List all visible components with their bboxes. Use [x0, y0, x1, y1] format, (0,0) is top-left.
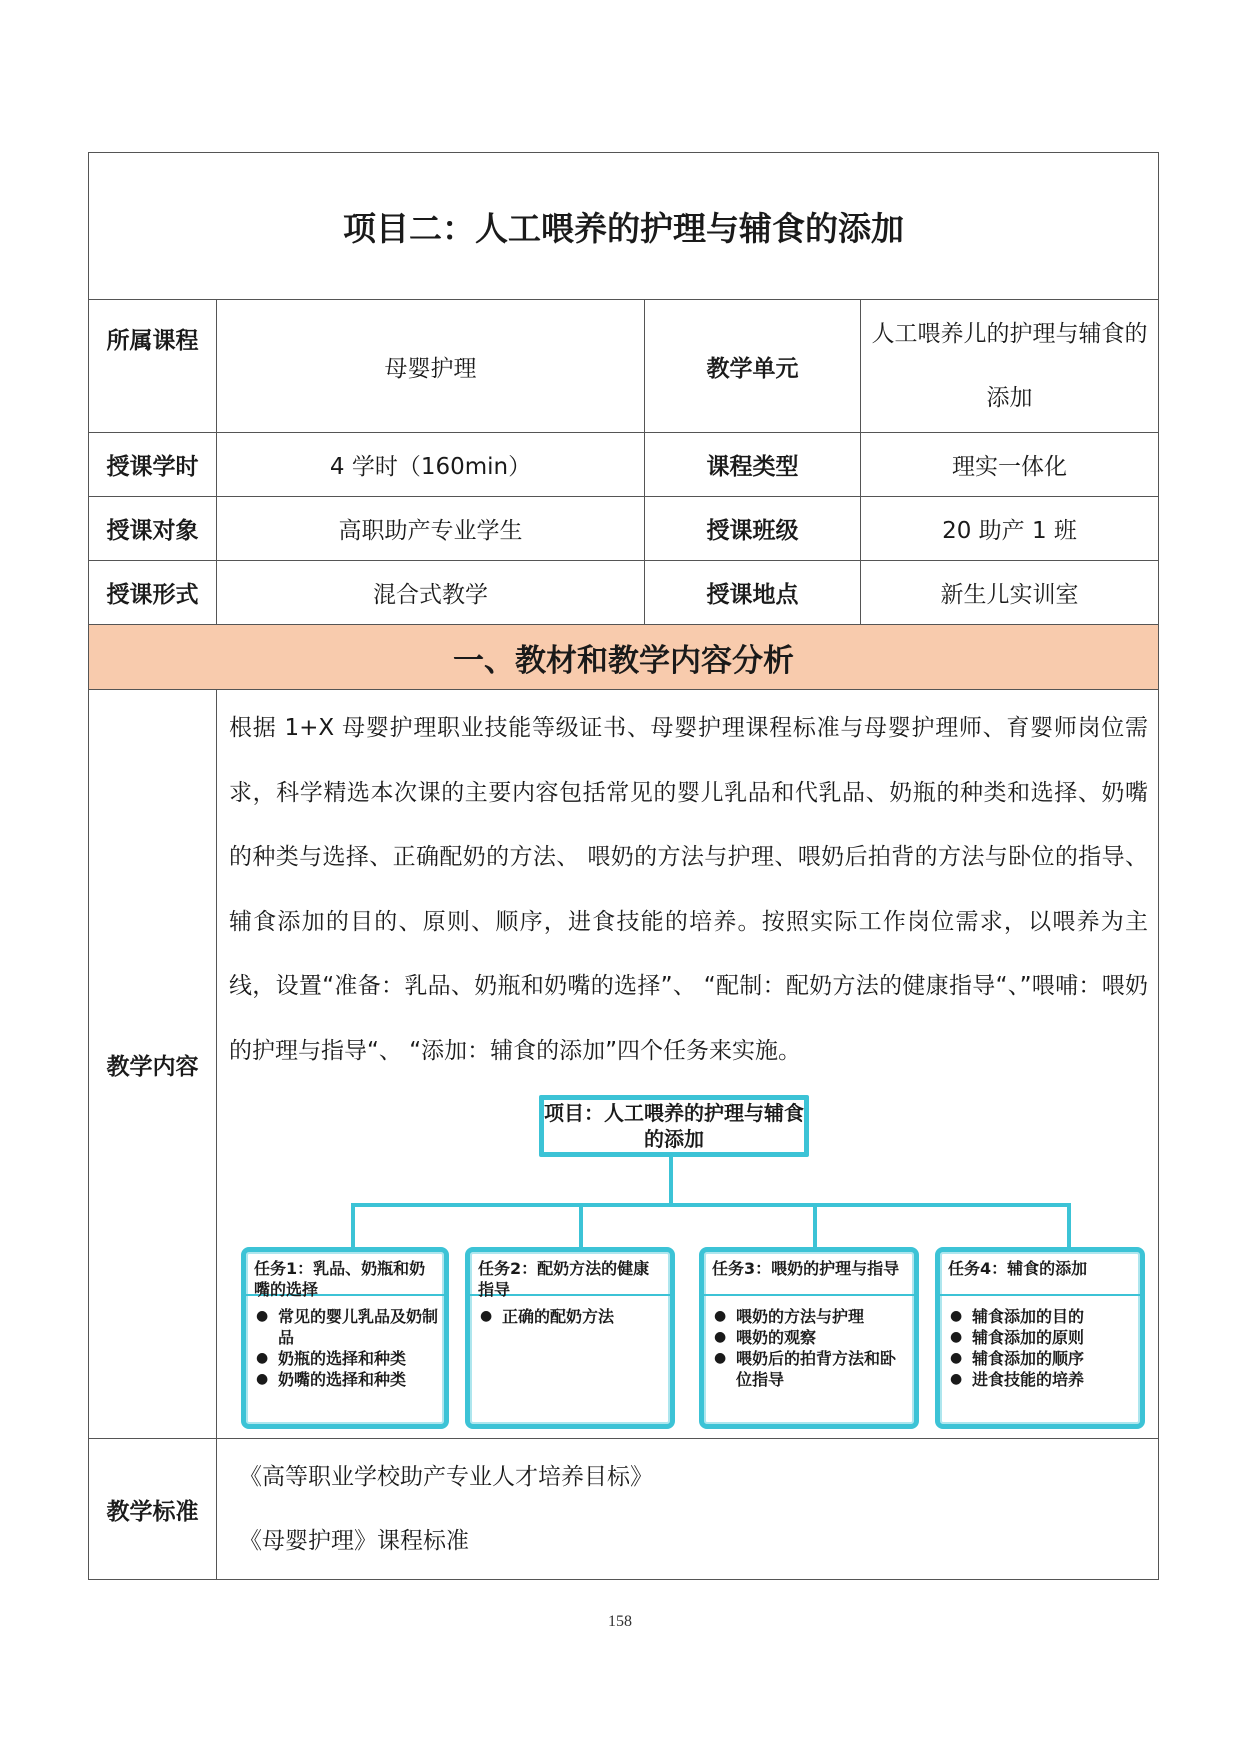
page-title: 项目二：人工喂养的护理与辅食的添加 [89, 153, 1159, 300]
task-4-item: ● 进食技能的培养 [950, 1369, 1134, 1390]
target-value: 高职助产专业学生 [217, 497, 645, 561]
class-value: 20 助产 1 班 [861, 497, 1159, 561]
section-heading: 一、教材和教学内容分析 [89, 625, 1159, 690]
hours-value: 4 学时（160min） [217, 433, 645, 497]
standard-line-1: 《高等职业学校助产专业人才培养目标》 [239, 1464, 653, 1490]
task-1-item: ● 奶嘴的选择和种类 [256, 1369, 438, 1390]
task-3-item: ● 喂奶后的拍背方法和卧位指导 [714, 1348, 908, 1390]
hours-label: 授课学时 [89, 433, 217, 497]
task-4-item: ● 辅食添加的目的 [950, 1306, 1134, 1327]
lesson-plan-document [88, 152, 1158, 1580]
connector-line [351, 1203, 1071, 1207]
content-cell [217, 690, 1159, 1439]
task-3-item: ● 喂奶的方法与护理 [714, 1306, 908, 1327]
unit-label: 教学单元 [645, 300, 861, 433]
connector-line [1067, 1203, 1071, 1249]
form-label: 授课形式 [89, 561, 217, 625]
place-label: 授课地点 [645, 561, 861, 625]
course-label: 所属课程 [89, 300, 217, 433]
task-4-heading: 任务4：辅食的添加 [940, 1252, 1140, 1296]
task-box-2 [465, 1247, 675, 1429]
standard-label: 教学标准 [89, 1439, 217, 1580]
connector-line [579, 1203, 583, 1249]
form-value: 混合式教学 [217, 561, 645, 625]
task-4-item: ● 辅食添加的顺序 [950, 1348, 1134, 1369]
task-4-item: ● 辅食添加的原则 [950, 1327, 1134, 1348]
task-1-item: ● 奶瓶的选择和种类 [256, 1348, 438, 1369]
content-paragraph: 根据 1+X 母婴护理职业技能等级证书、母婴护理课程标准与母婴护理师、育婴师岗位需求，科学精选本次课的主要内容包括常见的婴儿乳品和代乳品、奶瓶的种类和选择、奶嘴的种类与选择、正确配奶的方法、 喂奶的方法与护理、喂奶后拍背的方法与卧位的指导、辅食添加的目的、原则、顺序，进食技能的培养。按照实际工作岗位需求，以喂养为主线，设置“准备：乳品、奶瓶和奶嘴的选择”、 “配制：配奶方法的健康指导“、”喂哺：喂奶的护理与指导“、 “添加：辅食的添加”四个任务来实施。 [229, 715, 1148, 1064]
class-label: 授课班级 [645, 497, 861, 561]
lesson-plan-table [88, 152, 1159, 1580]
task-3-item: ● 喂奶的观察 [714, 1327, 908, 1348]
task-box-4 [935, 1247, 1145, 1429]
target-label: 授课对象 [89, 497, 217, 561]
page-number: 158 [608, 1613, 632, 1630]
connector-line [813, 1203, 817, 1249]
unit-value: 人工喂养儿的护理与辅食的添加 [861, 300, 1159, 433]
type-value: 理实一体化 [861, 433, 1159, 497]
task-2-item: ● 正确的配奶方法 [480, 1306, 664, 1327]
task-2-heading: 任务2：配奶方法的健康指导 [470, 1252, 670, 1296]
connector-line [351, 1203, 355, 1249]
standard-cell [217, 1439, 1159, 1580]
standard-line-2: 《母婴护理》课程标准 [239, 1528, 469, 1554]
content-label: 教学内容 [89, 690, 217, 1439]
place-value: 新生儿实训室 [861, 561, 1159, 625]
task-box-1 [241, 1247, 449, 1429]
type-label: 课程类型 [645, 433, 861, 497]
task-diagram [239, 1085, 1139, 1430]
task-1-item: ● 常见的婴儿乳品及奶制品 [256, 1306, 438, 1348]
connector-line [669, 1157, 673, 1205]
course-value: 母婴护理 [217, 300, 645, 433]
task-box-3 [699, 1247, 919, 1429]
task-1-heading: 任务1：乳品、奶瓶和奶嘴的选择 [246, 1252, 444, 1296]
task-3-heading: 任务3：喂奶的护理与指导 [704, 1252, 914, 1296]
diagram-root-box: 项目：人工喂养的护理与辅食的添加 [539, 1095, 809, 1157]
